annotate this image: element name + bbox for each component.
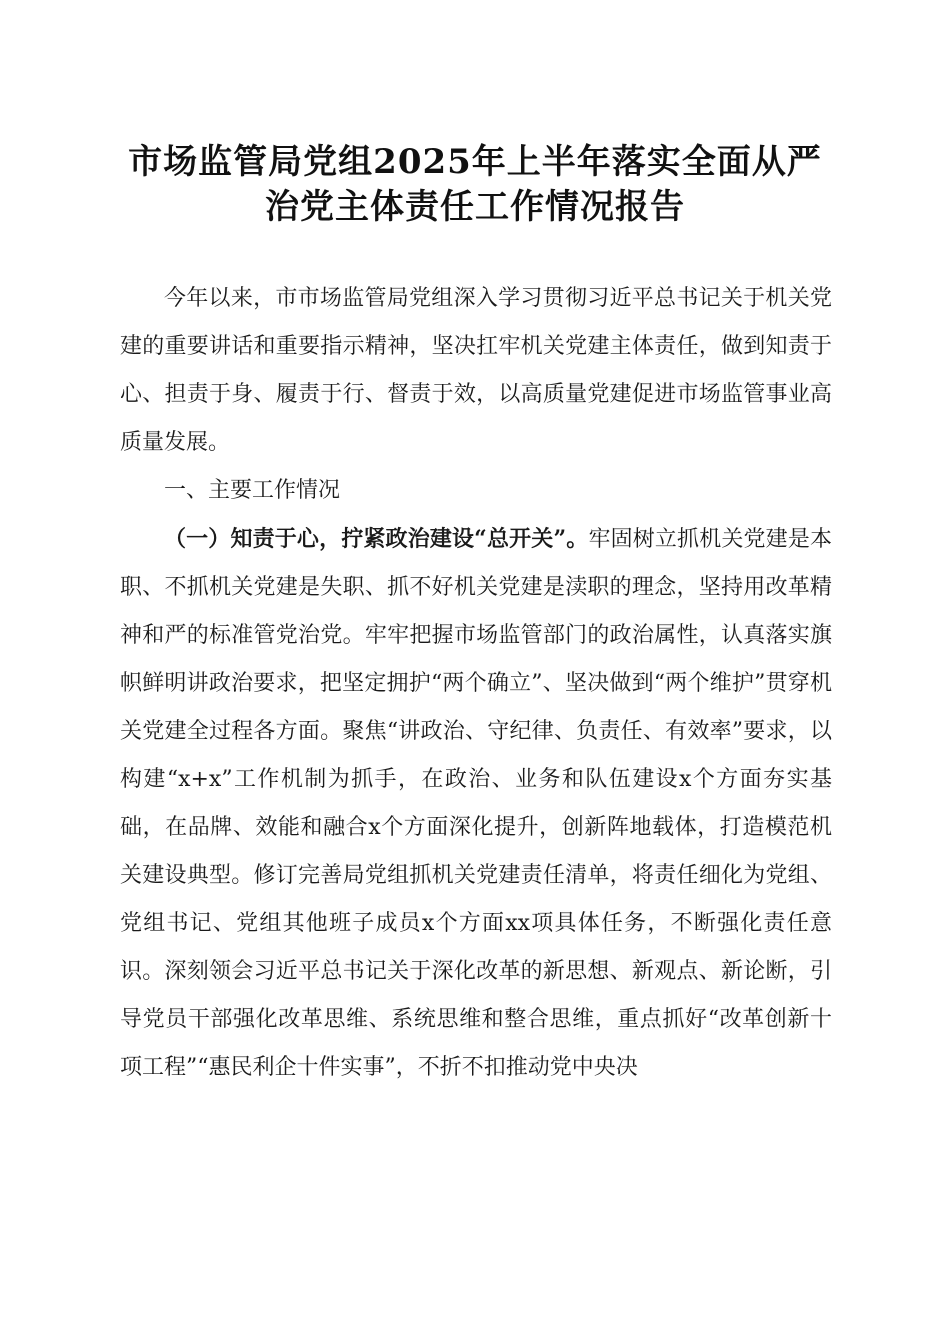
document-body [120,275,832,1092]
subsection-heading: （一）知责于心，拧紧政治建设“总开关”。 [164,526,589,552]
subsection-paragraph [120,515,832,1092]
intro-paragraph: 今年以来，市市场监管局党组深入学习贯彻习近平总书记关于机关党建的重要讲话和重要指示精神，坚决扛牢机关党建主体责任，做到知责于心、担责于身、履责于行、督责于效，以高质量党建促进市场监管事业高质量发展。 [120,286,832,455]
section-heading: 一、主要工作情况 [164,478,341,503]
document-title-line-1: 市场监管局党组2025年上半年落实全面从严 [128,142,822,182]
subsection-body: 牢固树立抓机关党建是本职、不抓机关党建是失职、抓不好机关党建是渎职的理念，坚持用改革精神和严的标准管党治党。牢牢把握市场监管部门的政治属性，认真落实旗帜鲜明讲政治要求，把坚定拥护“两个确立”、坚决做到“两个维护”贯穿机关党建全过程各方面。聚焦“讲政治、守纪律、负责任、有效率”要求，以构建“x+x”工作机制为抓手，在政治、业务和队伍建设x个方面夯实基础，在品牌、效能和融合x个方面深化提升，创新阵地载体，打造模范机关建设典型。修订完善局党组抓机关党建责任清单，将责任细化为党组、党组书记、党组其他班子成员x个方面xx项具体任务，不断强化责任意识。深刻领会习近平总书记关于深化改革的新思想、新观点、新论断，引导党员干部强化改革思维、系统思维和整合思维，重点抓好“改革创新十项工程”“惠民利企十件实事”，不折不扣推动党中央决 [120,527,832,1080]
document-title-line-2: 治党主体责任工作情况报告 [265,187,685,227]
